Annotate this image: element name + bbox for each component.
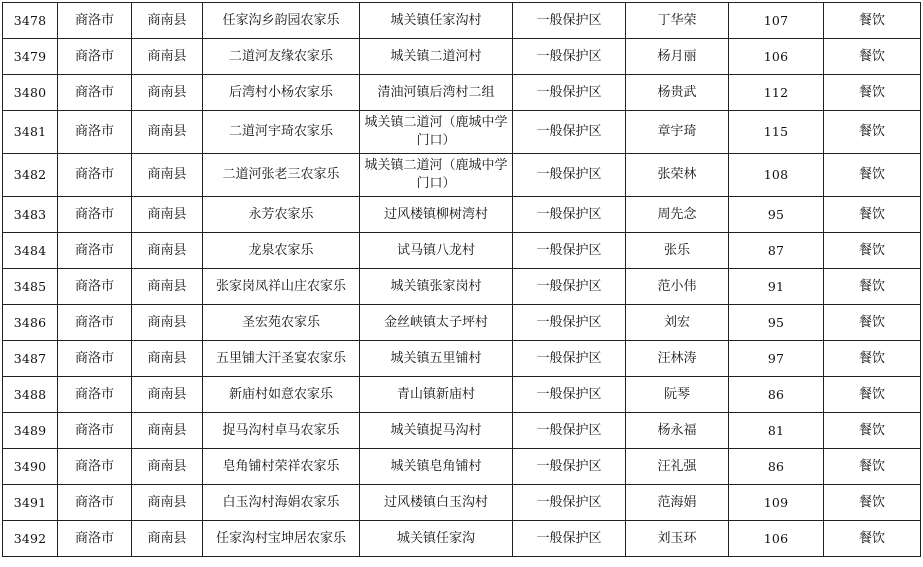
- cell-name: 张家岗凤祥山庄农家乐: [203, 269, 360, 305]
- cell-city: 商洛市: [58, 449, 132, 485]
- cell-type: 餐饮: [824, 75, 921, 111]
- cell-seats: 106: [729, 39, 824, 75]
- cell-id: 3484: [3, 233, 58, 269]
- cell-city: 商洛市: [58, 305, 132, 341]
- cell-owner: 杨永福: [626, 413, 729, 449]
- cell-type: 餐饮: [824, 3, 921, 39]
- cell-id: 3492: [3, 521, 58, 557]
- cell-zone: 一般保护区: [513, 305, 626, 341]
- cell-name: 白玉沟村海娟农家乐: [203, 485, 360, 521]
- cell-name: 二道河友缘农家乐: [203, 39, 360, 75]
- cell-type: 餐饮: [824, 485, 921, 521]
- cell-address: 试马镇八龙村: [360, 233, 513, 269]
- cell-county: 商南县: [132, 75, 203, 111]
- cell-county: 商南县: [132, 521, 203, 557]
- cell-zone: 一般保护区: [513, 269, 626, 305]
- table-row: [3, 341, 921, 377]
- cell-type: 餐饮: [824, 449, 921, 485]
- table-row: [3, 111, 921, 154]
- cell-address: 城关镇五里铺村: [360, 341, 513, 377]
- cell-city: 商洛市: [58, 233, 132, 269]
- table-row: [3, 233, 921, 269]
- cell-county: 商南县: [132, 3, 203, 39]
- cell-city: 商洛市: [58, 111, 132, 154]
- cell-seats: 109: [729, 485, 824, 521]
- cell-id: 3486: [3, 305, 58, 341]
- cell-city: 商洛市: [58, 341, 132, 377]
- cell-city: 商洛市: [58, 521, 132, 557]
- cell-id: 3483: [3, 197, 58, 233]
- cell-county: 商南县: [132, 197, 203, 233]
- table-row: [3, 305, 921, 341]
- cell-county: 商南县: [132, 485, 203, 521]
- cell-address: 城关镇张家岗村: [360, 269, 513, 305]
- cell-type: 餐饮: [824, 377, 921, 413]
- cell-county: 商南县: [132, 111, 203, 154]
- cell-type: 餐饮: [824, 154, 921, 197]
- cell-county: 商南县: [132, 341, 203, 377]
- table-row: [3, 39, 921, 75]
- table-row: [3, 485, 921, 521]
- cell-zone: 一般保护区: [513, 449, 626, 485]
- table-row: [3, 3, 921, 39]
- cell-type: 餐饮: [824, 341, 921, 377]
- cell-address: 过风楼镇柳树湾村: [360, 197, 513, 233]
- cell-id: 3478: [3, 3, 58, 39]
- cell-address: 城关镇皂角铺村: [360, 449, 513, 485]
- cell-seats: 86: [729, 449, 824, 485]
- cell-city: 商洛市: [58, 39, 132, 75]
- cell-owner: 阮琴: [626, 377, 729, 413]
- cell-id: 3481: [3, 111, 58, 154]
- cell-county: 商南县: [132, 39, 203, 75]
- cell-owner: 周先念: [626, 197, 729, 233]
- cell-seats: 97: [729, 341, 824, 377]
- cell-owner: 汪礼强: [626, 449, 729, 485]
- cell-city: 商洛市: [58, 269, 132, 305]
- cell-city: 商洛市: [58, 197, 132, 233]
- cell-seats: 112: [729, 75, 824, 111]
- cell-name: 捉马沟村卓马农家乐: [203, 413, 360, 449]
- cell-type: 餐饮: [824, 413, 921, 449]
- cell-zone: 一般保护区: [513, 485, 626, 521]
- cell-seats: 87: [729, 233, 824, 269]
- table-row: [3, 269, 921, 305]
- cell-owner: 丁华荣: [626, 3, 729, 39]
- cell-name: 任家沟村宝坤居农家乐: [203, 521, 360, 557]
- cell-address: 城关镇二道河（鹿城中学门口）: [360, 154, 513, 197]
- cell-seats: 108: [729, 154, 824, 197]
- cell-name: 皂角铺村荣祥农家乐: [203, 449, 360, 485]
- cell-owner: 张乐: [626, 233, 729, 269]
- cell-owner: 张荣林: [626, 154, 729, 197]
- cell-city: 商洛市: [58, 3, 132, 39]
- cell-city: 商洛市: [58, 154, 132, 197]
- cell-id: 3489: [3, 413, 58, 449]
- cell-owner: 章宇琦: [626, 111, 729, 154]
- cell-name: 二道河宇琦农家乐: [203, 111, 360, 154]
- cell-city: 商洛市: [58, 413, 132, 449]
- cell-address: 过风楼镇白玉沟村: [360, 485, 513, 521]
- cell-id: 3480: [3, 75, 58, 111]
- cell-name: 五里铺大汗圣宴农家乐: [203, 341, 360, 377]
- cell-county: 商南县: [132, 413, 203, 449]
- cell-owner: 范小伟: [626, 269, 729, 305]
- cell-seats: 91: [729, 269, 824, 305]
- cell-county: 商南县: [132, 154, 203, 197]
- cell-id: 3482: [3, 154, 58, 197]
- cell-owner: 汪林涛: [626, 341, 729, 377]
- cell-address: 城关镇二道河村: [360, 39, 513, 75]
- cell-address: 城关镇任家沟村: [360, 3, 513, 39]
- cell-zone: 一般保护区: [513, 111, 626, 154]
- table-row: [3, 75, 921, 111]
- cell-city: 商洛市: [58, 485, 132, 521]
- cell-county: 商南县: [132, 377, 203, 413]
- cell-type: 餐饮: [824, 269, 921, 305]
- cell-seats: 86: [729, 377, 824, 413]
- cell-owner: 刘玉环: [626, 521, 729, 557]
- table-row: [3, 154, 921, 197]
- cell-seats: 106: [729, 521, 824, 557]
- cell-zone: 一般保护区: [513, 75, 626, 111]
- cell-zone: 一般保护区: [513, 413, 626, 449]
- cell-type: 餐饮: [824, 39, 921, 75]
- cell-name: 后湾村小杨农家乐: [203, 75, 360, 111]
- cell-name: 圣宏苑农家乐: [203, 305, 360, 341]
- cell-owner: 杨月丽: [626, 39, 729, 75]
- cell-zone: 一般保护区: [513, 233, 626, 269]
- cell-owner: 范海娟: [626, 485, 729, 521]
- table-row: [3, 521, 921, 557]
- cell-county: 商南县: [132, 449, 203, 485]
- cell-name: 任家沟乡韵园农家乐: [203, 3, 360, 39]
- cell-zone: 一般保护区: [513, 197, 626, 233]
- cell-owner: 刘宏: [626, 305, 729, 341]
- cell-address: 清油河镇后湾村二组: [360, 75, 513, 111]
- cell-county: 商南县: [132, 305, 203, 341]
- cell-name: 新庙村如意农家乐: [203, 377, 360, 413]
- table-row: [3, 449, 921, 485]
- cell-address: 城关镇任家沟: [360, 521, 513, 557]
- cell-address: 城关镇二道河（鹿城中学门口）: [360, 111, 513, 154]
- table-row: [3, 377, 921, 413]
- cell-id: 3490: [3, 449, 58, 485]
- cell-city: 商洛市: [58, 75, 132, 111]
- cell-seats: 107: [729, 3, 824, 39]
- cell-seats: 115: [729, 111, 824, 154]
- cell-seats: 81: [729, 413, 824, 449]
- cell-type: 餐饮: [824, 521, 921, 557]
- table-row: [3, 413, 921, 449]
- registry-table-sheet: [2, 2, 921, 557]
- cell-county: 商南县: [132, 269, 203, 305]
- cell-type: 餐饮: [824, 111, 921, 154]
- cell-address: 城关镇捉马沟村: [360, 413, 513, 449]
- cell-zone: 一般保护区: [513, 377, 626, 413]
- cell-seats: 95: [729, 305, 824, 341]
- table-row: [3, 197, 921, 233]
- cell-id: 3485: [3, 269, 58, 305]
- table-body: [3, 3, 921, 557]
- cell-address: 金丝峡镇太子坪村: [360, 305, 513, 341]
- cell-seats: 95: [729, 197, 824, 233]
- cell-id: 3487: [3, 341, 58, 377]
- cell-id: 3491: [3, 485, 58, 521]
- cell-zone: 一般保护区: [513, 521, 626, 557]
- cell-county: 商南县: [132, 233, 203, 269]
- cell-type: 餐饮: [824, 305, 921, 341]
- cell-zone: 一般保护区: [513, 3, 626, 39]
- cell-id: 3488: [3, 377, 58, 413]
- cell-name: 龙泉农家乐: [203, 233, 360, 269]
- cell-zone: 一般保护区: [513, 154, 626, 197]
- cell-type: 餐饮: [824, 197, 921, 233]
- cell-owner: 杨贵武: [626, 75, 729, 111]
- cell-zone: 一般保护区: [513, 341, 626, 377]
- cell-city: 商洛市: [58, 377, 132, 413]
- cell-type: 餐饮: [824, 233, 921, 269]
- registry-table: [2, 2, 921, 557]
- cell-id: 3479: [3, 39, 58, 75]
- cell-address: 青山镇新庙村: [360, 377, 513, 413]
- cell-name: 永芳农家乐: [203, 197, 360, 233]
- cell-zone: 一般保护区: [513, 39, 626, 75]
- cell-name: 二道河张老三农家乐: [203, 154, 360, 197]
